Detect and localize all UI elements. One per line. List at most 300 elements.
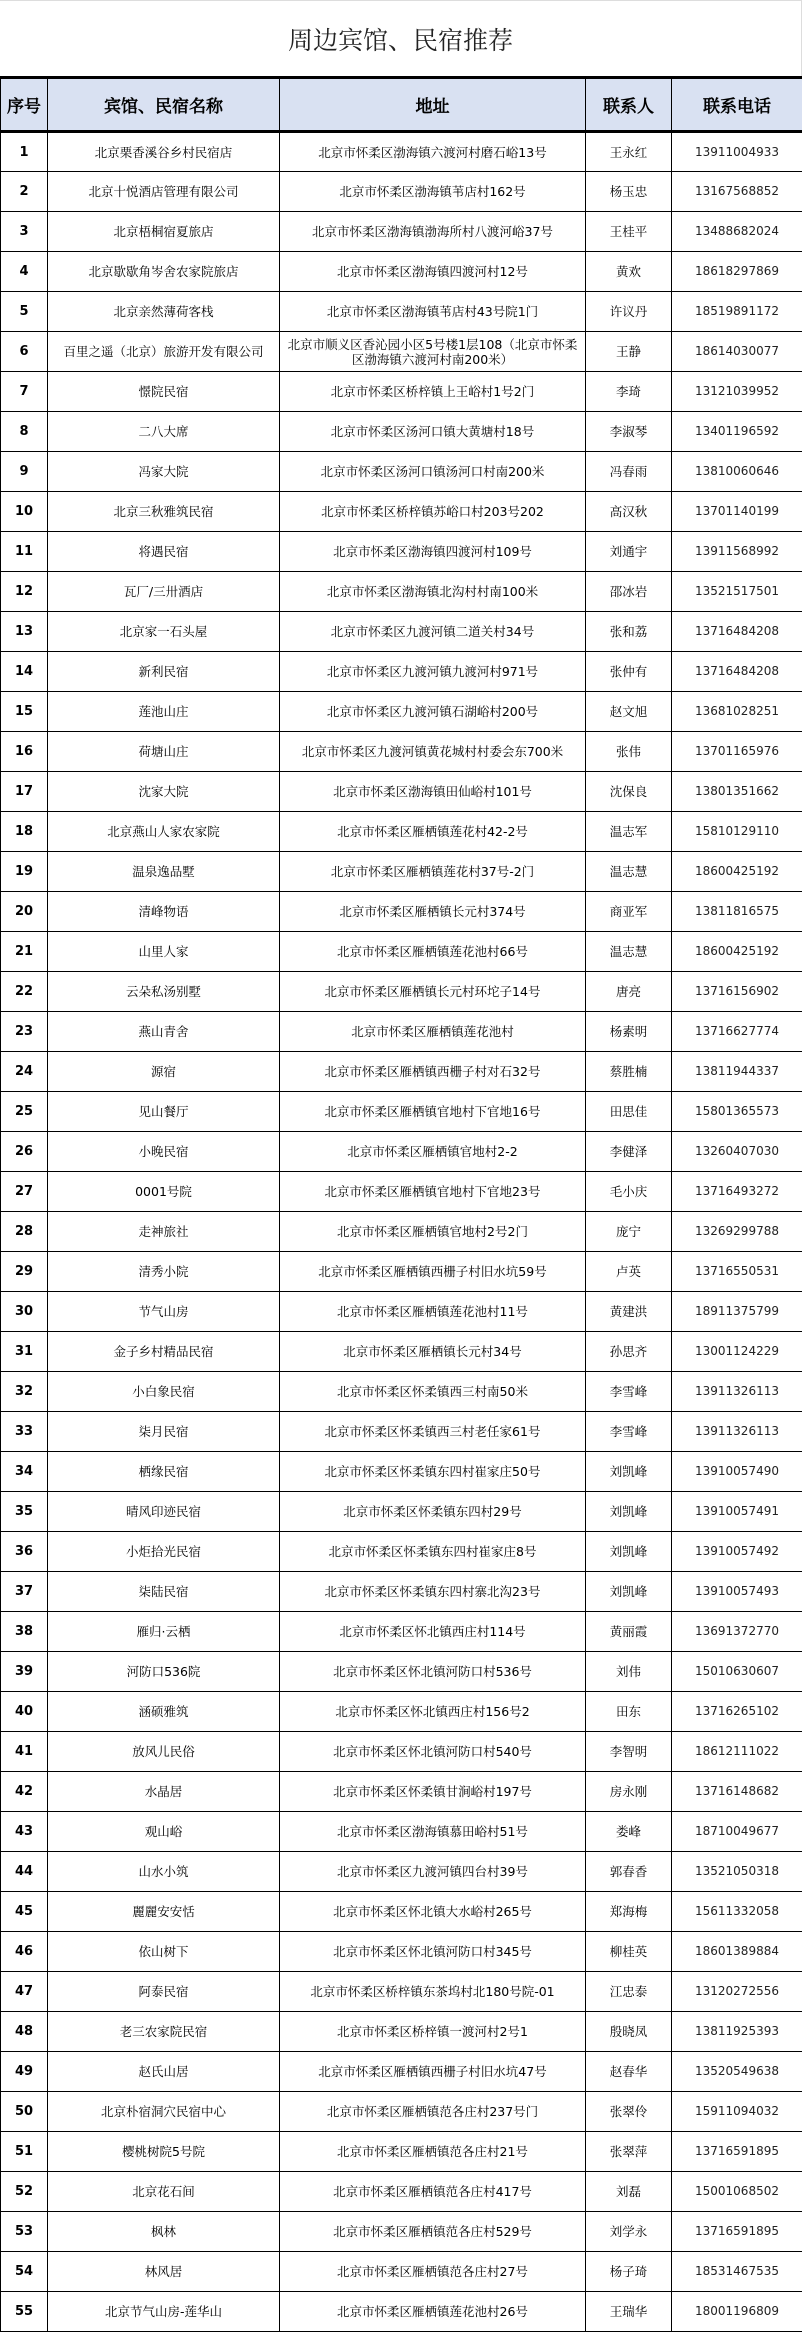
address: 北京市怀柔区雁栖镇范各庄村417号 [280, 2172, 586, 2212]
hotel-name: 北京梧桐宿夏旅店 [48, 212, 280, 252]
table-row [1, 1772, 802, 1812]
phone-number: 13716550531 [672, 1252, 802, 1292]
phone-number: 13716156902 [672, 972, 802, 1012]
table-row [1, 932, 802, 972]
table-row [1, 2012, 802, 2052]
contact-person: 刘凯峰 [586, 1492, 672, 1532]
phone-number: 13716265102 [672, 1692, 802, 1732]
address: 北京市怀柔区怀柔镇东四村崔家庄50号 [280, 1452, 586, 1492]
table-row [1, 652, 802, 692]
row-number: 33 [1, 1412, 48, 1452]
row-number: 20 [1, 892, 48, 932]
address: 北京市怀柔区九渡河镇二道关村34号 [280, 612, 586, 652]
row-number: 34 [1, 1452, 48, 1492]
phone-number: 18519891172 [672, 292, 802, 332]
contact-person: 许议丹 [586, 292, 672, 332]
phone-number: 13910057490 [672, 1452, 802, 1492]
contact-person: 刘学永 [586, 2212, 672, 2252]
address: 北京市怀柔区怀柔镇甘涧峪村197号 [280, 1772, 586, 1812]
header-no: 序号 [1, 78, 48, 132]
phone-number: 13401196592 [672, 412, 802, 452]
table-row [1, 1052, 802, 1092]
contact-person: 沈保良 [586, 772, 672, 812]
hotel-name: 柒陆民宿 [48, 1572, 280, 1612]
contact-person: 蔡胜楠 [586, 1052, 672, 1092]
phone-number: 13167568852 [672, 172, 802, 212]
contact-person: 温志慧 [586, 932, 672, 972]
hotel-name: 雁归·云栖 [48, 1612, 280, 1652]
table-row [1, 1412, 802, 1452]
row-number: 54 [1, 2252, 48, 2292]
address: 北京市怀柔区九渡河镇四台村39号 [280, 1852, 586, 1892]
contact-person: 王桂平 [586, 212, 672, 252]
row-number: 21 [1, 932, 48, 972]
phone-number: 13001124229 [672, 1332, 802, 1372]
contact-person: 李智明 [586, 1732, 672, 1772]
hotel-name: 赵氏山居 [48, 2052, 280, 2092]
table-row [1, 972, 802, 1012]
contact-person: 李雪峰 [586, 1412, 672, 1452]
address: 北京市怀柔区雁栖镇范各庄村21号 [280, 2132, 586, 2172]
header-address: 地址 [280, 78, 586, 132]
contact-person: 田思佳 [586, 1092, 672, 1132]
hotel-name: 北京燕山人家农家院 [48, 812, 280, 852]
phone-number: 13811925393 [672, 2012, 802, 2052]
hotel-name: 小炬拾光民宿 [48, 1532, 280, 1572]
table-row [1, 212, 802, 252]
hotel-name: 放风儿民俗 [48, 1732, 280, 1772]
hotel-name: 沈家大院 [48, 772, 280, 812]
contact-person: 郭春香 [586, 1852, 672, 1892]
hotel-table [0, 76, 802, 2332]
address: 北京市怀柔区雁栖镇莲花池村26号 [280, 2292, 586, 2332]
contact-person: 黄建洪 [586, 1292, 672, 1332]
address: 北京市怀柔区怀北镇河防口村536号 [280, 1652, 586, 1692]
table-row [1, 1932, 802, 1972]
contact-person: 邵冰岩 [586, 572, 672, 612]
contact-person: 刘通宇 [586, 532, 672, 572]
table-row [1, 1572, 802, 1612]
address: 北京市怀柔区渤海镇渤海所村八渡河峪37号 [280, 212, 586, 252]
row-number: 13 [1, 612, 48, 652]
hotel-name: 清秀小院 [48, 1252, 280, 1292]
row-number: 2 [1, 172, 48, 212]
phone-number: 13811816575 [672, 892, 802, 932]
hotel-name: 走神旅社 [48, 1212, 280, 1252]
row-number: 53 [1, 2212, 48, 2252]
phone-number: 15911094032 [672, 2092, 802, 2132]
hotel-name: 温泉逸品墅 [48, 852, 280, 892]
hotel-name: 枫林 [48, 2212, 280, 2252]
phone-number: 13691372770 [672, 1612, 802, 1652]
row-number: 36 [1, 1532, 48, 1572]
hotel-name: 源宿 [48, 1052, 280, 1092]
hotel-name: 金子乡村精品民宿 [48, 1332, 280, 1372]
phone-number: 13716591895 [672, 2132, 802, 2172]
row-number: 17 [1, 772, 48, 812]
row-number: 37 [1, 1572, 48, 1612]
row-number: 25 [1, 1092, 48, 1132]
contact-person: 娄峰 [586, 1812, 672, 1852]
hotel-name: 山水小筑 [48, 1852, 280, 1892]
phone-number: 13910057491 [672, 1492, 802, 1532]
contact-person: 王永红 [586, 132, 672, 172]
phone-number: 18612111022 [672, 1732, 802, 1772]
row-number: 48 [1, 2012, 48, 2052]
contact-person: 张仲有 [586, 652, 672, 692]
contact-person: 李琦 [586, 372, 672, 412]
table-row [1, 692, 802, 732]
address: 北京市怀柔区汤河口镇大黄塘村18号 [280, 412, 586, 452]
address: 北京市怀柔区怀柔镇东四村崔家庄8号 [280, 1532, 586, 1572]
phone-number: 13911326113 [672, 1372, 802, 1412]
table-row [1, 2172, 802, 2212]
contact-person: 刘凯峰 [586, 1532, 672, 1572]
table-row [1, 172, 802, 212]
table-row [1, 892, 802, 932]
row-number: 50 [1, 2092, 48, 2132]
contact-person: 赵春华 [586, 2052, 672, 2092]
table-row [1, 1372, 802, 1412]
row-number: 38 [1, 1612, 48, 1652]
phone-number: 13911568992 [672, 532, 802, 572]
contact-person: 刘磊 [586, 2172, 672, 2212]
contact-person: 温志慧 [586, 852, 672, 892]
row-number: 22 [1, 972, 48, 1012]
phone-number: 13716627774 [672, 1012, 802, 1052]
row-number: 24 [1, 1052, 48, 1092]
contact-person: 赵文旭 [586, 692, 672, 732]
hotel-name: 0001号院 [48, 1172, 280, 1212]
row-number: 51 [1, 2132, 48, 2172]
hotel-name: 清峰物语 [48, 892, 280, 932]
address: 北京市怀柔区雁栖镇西栅子村旧水坑59号 [280, 1252, 586, 1292]
phone-number: 15611332058 [672, 1892, 802, 1932]
table-row [1, 2052, 802, 2092]
address: 北京市怀柔区渤海镇六渡河村磨石峪13号 [280, 132, 586, 172]
table-row [1, 452, 802, 492]
header-contact: 联系人 [586, 78, 672, 132]
table-row [1, 572, 802, 612]
address: 北京市怀柔区汤河口镇汤河口村南200米 [280, 452, 586, 492]
contact-person: 郑海梅 [586, 1892, 672, 1932]
phone-number: 13911004933 [672, 132, 802, 172]
contact-person: 张和荔 [586, 612, 672, 652]
row-number: 35 [1, 1492, 48, 1532]
address: 北京市怀柔区怀柔镇西三村老任家61号 [280, 1412, 586, 1452]
hotel-name: 燕山青舍 [48, 1012, 280, 1052]
hotel-name: 百里之遥（北京）旅游开发有限公司 [48, 332, 280, 372]
hotel-name: 涵硕雅筑 [48, 1692, 280, 1732]
contact-person: 杨玉忠 [586, 172, 672, 212]
hotel-name: 莲池山庄 [48, 692, 280, 732]
row-number: 47 [1, 1972, 48, 2012]
row-number: 31 [1, 1332, 48, 1372]
row-number: 40 [1, 1692, 48, 1732]
phone-number: 18600425192 [672, 932, 802, 972]
address: 北京市怀柔区渤海镇苇店村162号 [280, 172, 586, 212]
table-row [1, 1652, 802, 1692]
hotel-name: 观山峪 [48, 1812, 280, 1852]
contact-person: 刘凯峰 [586, 1452, 672, 1492]
address: 北京市怀柔区雁栖镇范各庄村27号 [280, 2252, 586, 2292]
table-row [1, 492, 802, 532]
row-number: 12 [1, 572, 48, 612]
contact-person: 王瑞华 [586, 2292, 672, 2332]
table-row [1, 1892, 802, 1932]
address: 北京市怀柔区雁栖镇西栅子村对石32号 [280, 1052, 586, 1092]
address: 北京市怀柔区怀柔镇西三村南50米 [280, 1372, 586, 1412]
address: 北京市怀柔区怀北镇河防口村540号 [280, 1732, 586, 1772]
address: 北京市怀柔区雁栖镇范各庄村237号门 [280, 2092, 586, 2132]
table-row [1, 1212, 802, 1252]
table-row [1, 1692, 802, 1732]
address: 北京市怀柔区雁栖镇官地村下官地23号 [280, 1172, 586, 1212]
phone-number: 15810129110 [672, 812, 802, 852]
hotel-name: 北京三秋雅筑民宿 [48, 492, 280, 532]
hotel-name: 憬院民宿 [48, 372, 280, 412]
phone-number: 13681028251 [672, 692, 802, 732]
address: 北京市怀柔区怀柔镇东四村29号 [280, 1492, 586, 1532]
table-row [1, 372, 802, 412]
contact-person: 刘伟 [586, 1652, 672, 1692]
table-row [1, 1092, 802, 1132]
hotel-name: 麗麗安安恬 [48, 1892, 280, 1932]
hotel-name: 二八大席 [48, 412, 280, 452]
table-row [1, 1252, 802, 1292]
hotel-name: 云朵私汤别墅 [48, 972, 280, 1012]
table-row [1, 1812, 802, 1852]
hotel-name: 瓦厂/三卅酒店 [48, 572, 280, 612]
phone-number: 13260407030 [672, 1132, 802, 1172]
phone-number: 13716484208 [672, 612, 802, 652]
table-row [1, 132, 802, 172]
address: 北京市怀柔区渤海镇四渡河村12号 [280, 252, 586, 292]
hotel-name: 见山餐厅 [48, 1092, 280, 1132]
row-number: 11 [1, 532, 48, 572]
hotel-name: 荷塘山庄 [48, 732, 280, 772]
address: 北京市怀柔区怀北镇大水峪村265号 [280, 1892, 586, 1932]
phone-number: 13811944337 [672, 1052, 802, 1092]
table-row [1, 1332, 802, 1372]
contact-person: 李健泽 [586, 1132, 672, 1172]
phone-number: 13716148682 [672, 1772, 802, 1812]
address: 北京市怀柔区雁栖镇官地村2-2 [280, 1132, 586, 1172]
address: 北京市怀柔区渤海镇田仙峪村101号 [280, 772, 586, 812]
hotel-name: 北京家一石头屋 [48, 612, 280, 652]
contact-person: 冯春雨 [586, 452, 672, 492]
table-row [1, 252, 802, 292]
phone-number: 13910057493 [672, 1572, 802, 1612]
table-row [1, 1732, 802, 1772]
hotel-name: 将遇民宿 [48, 532, 280, 572]
address: 北京市怀柔区雁栖镇长元村34号 [280, 1332, 586, 1372]
phone-number: 13810060646 [672, 452, 802, 492]
hotel-name: 栖缘民宿 [48, 1452, 280, 1492]
table-row [1, 2252, 802, 2292]
address: 北京市怀柔区雁栖镇官地村2号2门 [280, 1212, 586, 1252]
contact-person: 田东 [586, 1692, 672, 1732]
address: 北京市怀柔区怀北镇河防口村345号 [280, 1932, 586, 1972]
row-number: 42 [1, 1772, 48, 1812]
contact-person: 毛小庆 [586, 1172, 672, 1212]
contact-person: 高汉秋 [586, 492, 672, 532]
address: 北京市怀柔区桥梓镇苏峪口村203号202 [280, 492, 586, 532]
phone-number: 13120272556 [672, 1972, 802, 2012]
phone-number: 15801365573 [672, 1092, 802, 1132]
row-number: 55 [1, 2292, 48, 2332]
row-number: 39 [1, 1652, 48, 1692]
table-row [1, 1452, 802, 1492]
address: 北京市怀柔区怀北镇西庄村114号 [280, 1612, 586, 1652]
phone-number: 18911375799 [672, 1292, 802, 1332]
address: 北京市怀柔区雁栖镇长元村374号 [280, 892, 586, 932]
table-row [1, 1292, 802, 1332]
address: 北京市怀柔区雁栖镇莲花村37号-2门 [280, 852, 586, 892]
table-row [1, 532, 802, 572]
table-row [1, 1492, 802, 1532]
contact-person: 张翠萍 [586, 2132, 672, 2172]
table-row [1, 772, 802, 812]
row-number: 19 [1, 852, 48, 892]
table-row [1, 732, 802, 772]
contact-person: 黄欢 [586, 252, 672, 292]
table-row [1, 1852, 802, 1892]
phone-number: 13269299788 [672, 1212, 802, 1252]
row-number: 5 [1, 292, 48, 332]
address: 北京市怀柔区桥梓镇东茶坞村北180号院-01 [280, 1972, 586, 2012]
address: 北京市怀柔区雁栖镇范各庄村529号 [280, 2212, 586, 2252]
address: 北京市怀柔区九渡河镇黄花城村村委会东700米 [280, 732, 586, 772]
row-number: 46 [1, 1932, 48, 1972]
address: 北京市怀柔区雁栖镇莲花池村 [280, 1012, 586, 1052]
address: 北京市怀柔区怀北镇西庄村156号2 [280, 1692, 586, 1732]
phone-number: 15001068502 [672, 2172, 802, 2212]
address: 北京市怀柔区九渡河镇九渡河村971号 [280, 652, 586, 692]
row-number: 45 [1, 1892, 48, 1932]
row-number: 29 [1, 1252, 48, 1292]
hotel-name: 山里人家 [48, 932, 280, 972]
row-number: 3 [1, 212, 48, 252]
row-number: 43 [1, 1812, 48, 1852]
contact-person: 黄丽霞 [586, 1612, 672, 1652]
phone-number: 13716591895 [672, 2212, 802, 2252]
hotel-name: 水晶居 [48, 1772, 280, 1812]
phone-number: 13716484208 [672, 652, 802, 692]
phone-number: 13701140199 [672, 492, 802, 532]
table-row [1, 2212, 802, 2252]
table-row [1, 412, 802, 452]
hotel-name: 北京栗香溪谷乡村民宿店 [48, 132, 280, 172]
hotel-name: 林风居 [48, 2252, 280, 2292]
hotel-name: 冯家大院 [48, 452, 280, 492]
hotel-name: 柒月民宿 [48, 1412, 280, 1452]
phone-number: 13121039952 [672, 372, 802, 412]
contact-person: 李雪峰 [586, 1372, 672, 1412]
table-row [1, 1132, 802, 1172]
phone-number: 15010630607 [672, 1652, 802, 1692]
table-row [1, 2092, 802, 2132]
row-number: 30 [1, 1292, 48, 1332]
contact-person: 张翠伶 [586, 2092, 672, 2132]
address: 北京市怀柔区雁栖镇长元村环坨子14号 [280, 972, 586, 1012]
row-number: 8 [1, 412, 48, 452]
table-row [1, 332, 802, 372]
contact-person: 卢英 [586, 1252, 672, 1292]
table-row [1, 1612, 802, 1652]
contact-person: 杨子琦 [586, 2252, 672, 2292]
phone-number: 13716493272 [672, 1172, 802, 1212]
hotel-name: 晴风印迹民宿 [48, 1492, 280, 1532]
contact-person: 商亚军 [586, 892, 672, 932]
contact-person: 李淑琴 [586, 412, 672, 452]
table-row [1, 812, 802, 852]
contact-person: 温志军 [586, 812, 672, 852]
hotel-name: 北京节气山房-莲华山 [48, 2292, 280, 2332]
row-number: 1 [1, 132, 48, 172]
row-number: 44 [1, 1852, 48, 1892]
header-name: 宾馆、民宿名称 [48, 78, 280, 132]
hotel-name: 节气山房 [48, 1292, 280, 1332]
phone-number: 13910057492 [672, 1532, 802, 1572]
address: 北京市怀柔区渤海镇北沟村村南100米 [280, 572, 586, 612]
phone-number: 18710049677 [672, 1812, 802, 1852]
row-number: 18 [1, 812, 48, 852]
phone-number: 13701165976 [672, 732, 802, 772]
hotel-name: 新利民宿 [48, 652, 280, 692]
table-row [1, 1532, 802, 1572]
row-number: 23 [1, 1012, 48, 1052]
contact-person: 孙思齐 [586, 1332, 672, 1372]
address: 北京市怀柔区雁栖镇西栅子村旧水坑47号 [280, 2052, 586, 2092]
table-row [1, 292, 802, 332]
address: 北京市怀柔区雁栖镇莲花池村66号 [280, 932, 586, 972]
address: 北京市怀柔区渤海镇苇店村43号院1门 [280, 292, 586, 332]
contact-person: 庞宁 [586, 1212, 672, 1252]
hotel-name: 北京歇歇角岑舍农家院旅店 [48, 252, 280, 292]
hotel-name: 北京花石间 [48, 2172, 280, 2212]
address: 北京市怀柔区怀柔镇东四村寨北沟23号 [280, 1572, 586, 1612]
table-row [1, 2292, 802, 2332]
table-row [1, 852, 802, 892]
row-number: 28 [1, 1212, 48, 1252]
row-number: 10 [1, 492, 48, 532]
contact-person: 殷晓凤 [586, 2012, 672, 2052]
contact-person: 刘凯峰 [586, 1572, 672, 1612]
phone-number: 18618297869 [672, 252, 802, 292]
hotel-name: 依山树下 [48, 1932, 280, 1972]
contact-person: 王静 [586, 332, 672, 372]
table-header [1, 78, 802, 132]
phone-number: 18600425192 [672, 852, 802, 892]
address: 北京市怀柔区桥梓镇一渡河村2号1 [280, 2012, 586, 2052]
address: 北京市怀柔区桥梓镇上王峪村1号2门 [280, 372, 586, 412]
row-number: 7 [1, 372, 48, 412]
contact-person: 江忠泰 [586, 1972, 672, 2012]
phone-number: 13521517501 [672, 572, 802, 612]
address: 北京市怀柔区雁栖镇莲花池村11号 [280, 1292, 586, 1332]
row-number: 41 [1, 1732, 48, 1772]
contact-person: 房永刚 [586, 1772, 672, 1812]
row-number: 27 [1, 1172, 48, 1212]
row-number: 14 [1, 652, 48, 692]
hotel-name: 小白象民宿 [48, 1372, 280, 1412]
phone-number: 18614030077 [672, 332, 802, 372]
row-number: 4 [1, 252, 48, 292]
row-number: 49 [1, 2052, 48, 2092]
row-number: 52 [1, 2172, 48, 2212]
phone-number: 18531467535 [672, 2252, 802, 2292]
